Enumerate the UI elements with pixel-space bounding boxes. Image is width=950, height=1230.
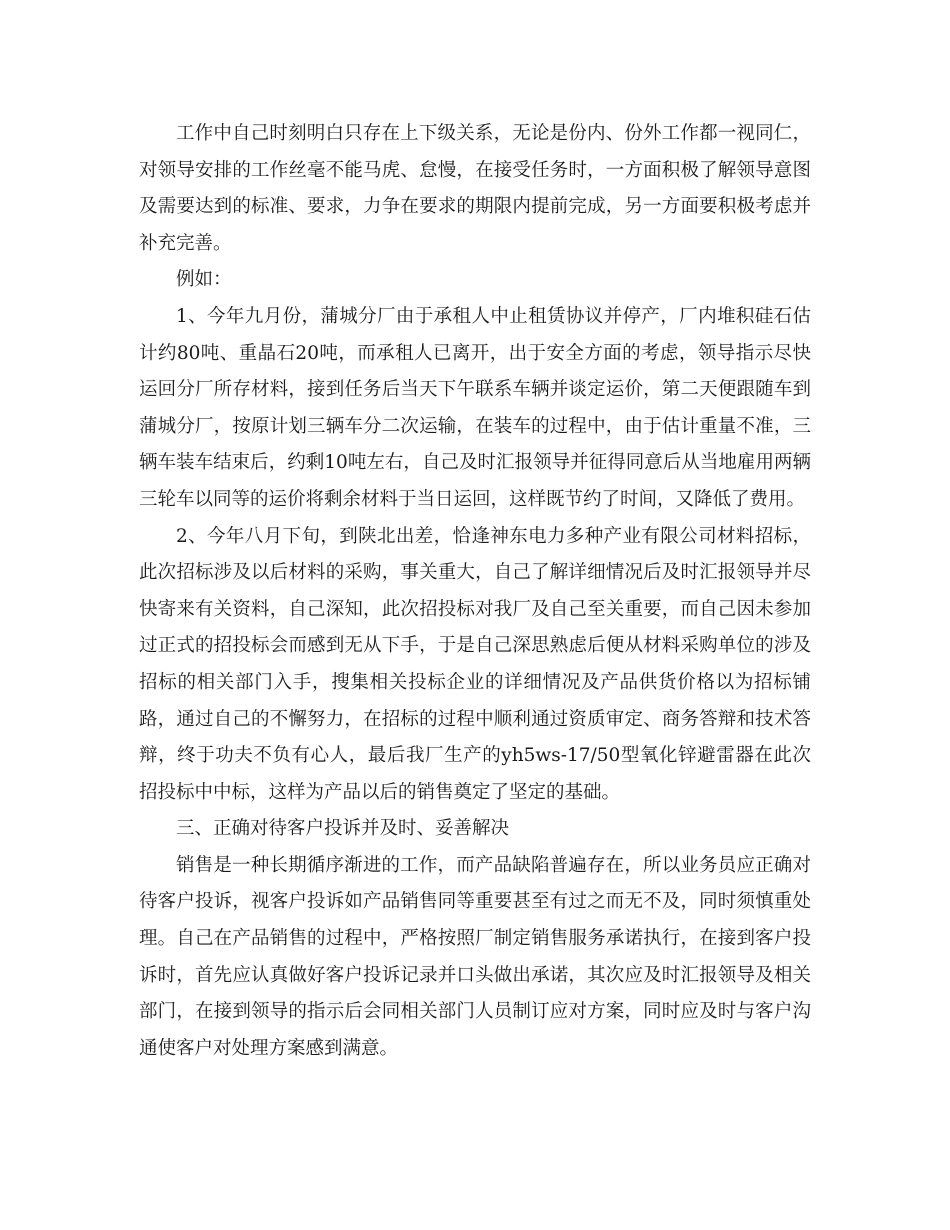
document-body xyxy=(139,116,811,1067)
paragraph-intro: 工作中自己时刻明白只存在上下级关系，无论是份内、份外工作都一视同仁，对领导安排的工作丝毫不能马虎、怠慢，在接受任务时，一方面积极了解领导意图及需要达到的标准、要求，力争在要求的期限内提前完成，另一方面要积极考虑并补充完善。 xyxy=(139,123,811,254)
paragraph-example-1: 1、今年九月份，蒲城分厂由于承租人中止租赁协议并停产，厂内堆积硅石估计约80吨、重晶石20吨，而承租人已离开，出于安全方面的考虑，领导指示尽快运回分厂所存材料，接到任务后当天下午联系车辆并谈定运价，第二天便跟随车到蒲城分厂，按原计划三辆车分二次运输，在装车的过程中，由于估计重量不准，三辆车装车结束后，约剩10吨左右，自己及时汇报领导并征得同意后从当地雇用两辆三轮车以同等的运价将剩余材料于当日运回，这样既节约了时间，又降低了费用。 xyxy=(139,305,811,510)
paragraph-example-label: 例如： xyxy=(176,269,232,291)
paragraph-example-2: 2、今年八月下旬，到陕北出差，恰逢神东电力多种产业有限公司材料招标，此次招标涉及以后材料的采购，事关重大，自己了解详细情况后及时汇报领导并尽快寄来有关资料，自己深知，此次招投标对我厂及自己至关重要，而自己因未参加过正式的招投标会而感到无从下手，于是自己深思熟虑后便从材料采购单位的涉及招标的相关部门入手，搜集相关投标企业的详细情况及产品供货价格以为招标铺路，通过自己的不懈努力，在招标的过程中顺利通过资质审定、商务答辩和技术答辩，终于功夫不负有心人，最后我厂生产的yh5ws-17/50型氧化锌避雷器在此次招投标中中标，这样为产品以后的销售奠定了坚定的基础。 xyxy=(139,525,811,803)
section-heading-complaints: 三、正确对待客户投诉并及时、妥善解决 xyxy=(176,818,510,840)
paragraph-complaints: 销售是一种长期循序渐进的工作，而产品缺陷普遍存在，所以业务员应正确对待客户投诉，视客户投诉如产品销售同等重要甚至有过之而无不及，同时须慎重处理。自己在产品销售的过程中，严格按照厂制定销售服务承诺执行，在接到客户投诉时，首先应认真做好客户投诉记录并口头做出承诺，其次应及时汇报领导及相关部门，在接到领导的指示后会同相关部门人员制订应对方案，同时应及时与客户沟通使客户对处理方案感到满意。 xyxy=(139,854,811,1059)
